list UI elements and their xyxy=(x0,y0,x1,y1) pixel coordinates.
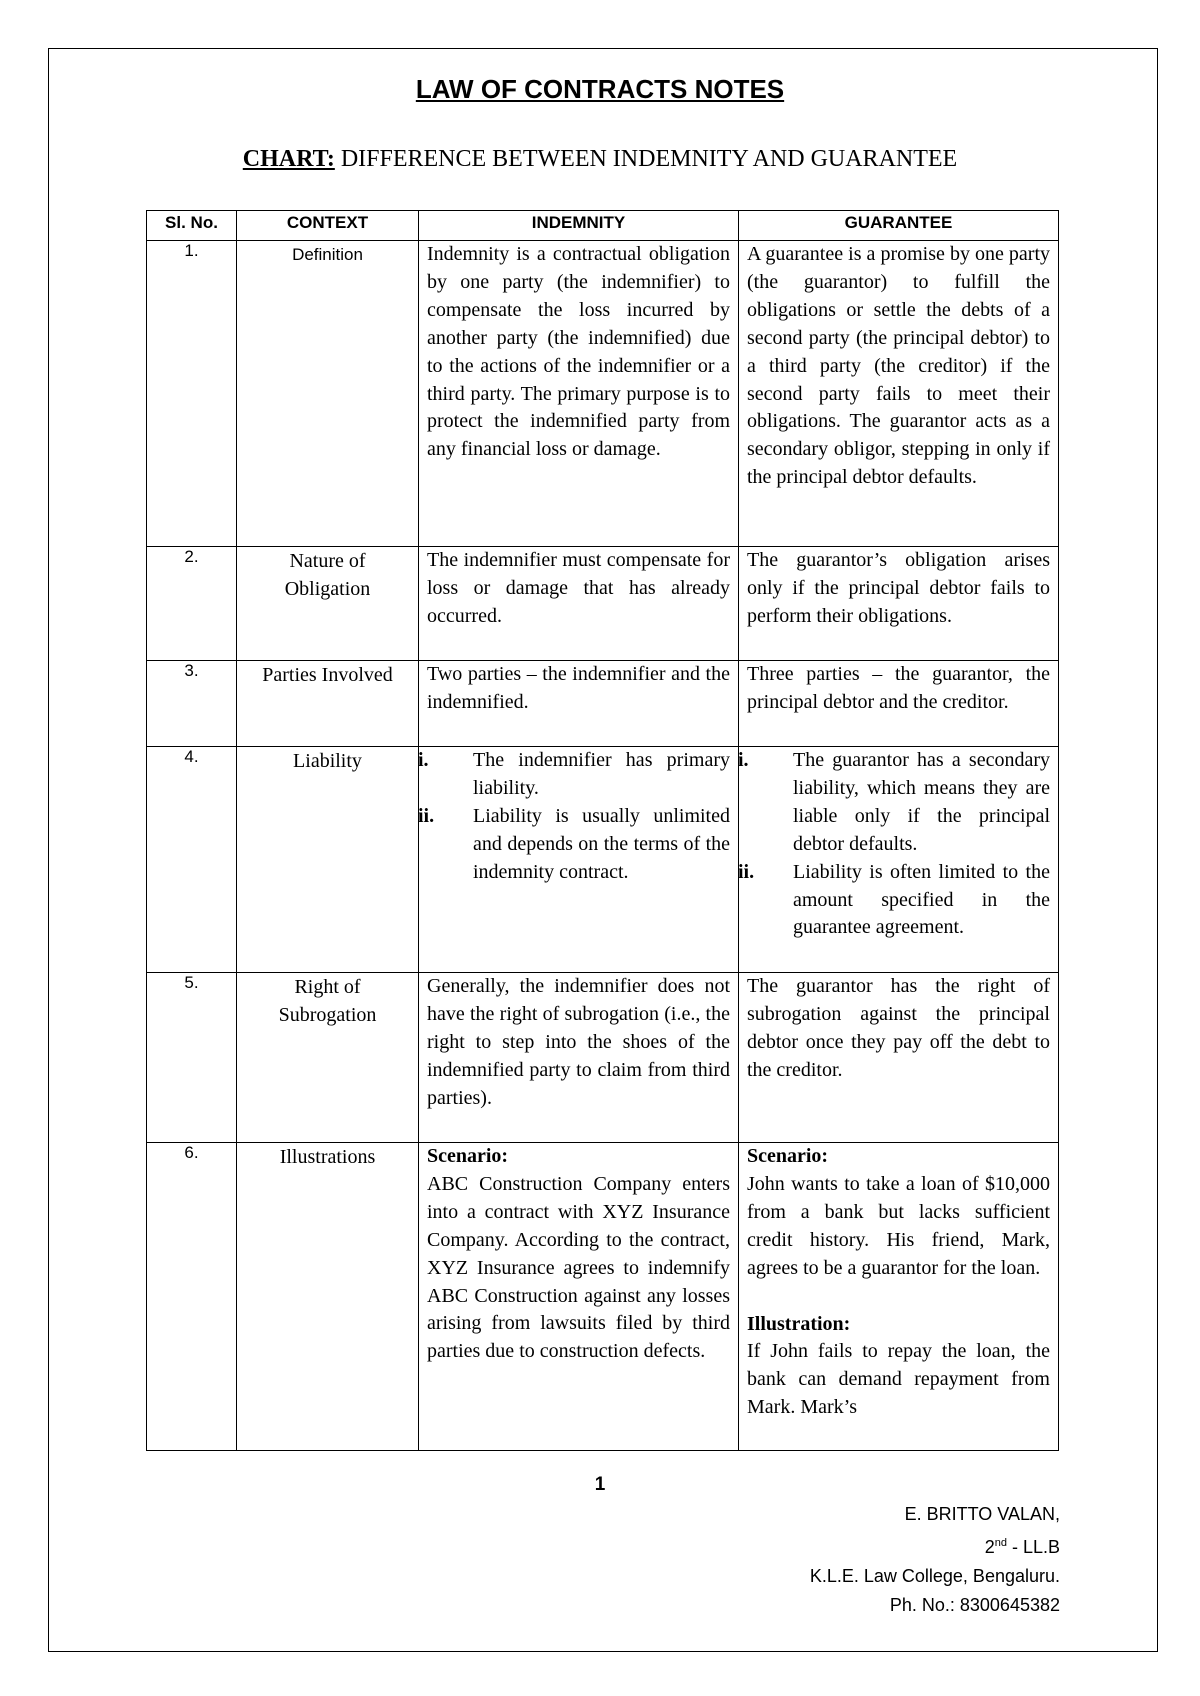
row-number: 3. xyxy=(147,661,237,747)
chart-title-lead: CHART: xyxy=(242,146,335,172)
guarantee-cell xyxy=(739,241,1059,547)
row-number: 6. xyxy=(147,1143,237,1451)
chart-title-text: DIFFERENCE BETWEEN INDEMNITY AND GUARANTEE xyxy=(334,146,958,172)
comparison-table xyxy=(146,210,1059,1451)
row-context: Definition xyxy=(237,241,419,547)
table-row xyxy=(147,547,1059,661)
guarantee-cell xyxy=(739,661,1059,747)
row-context: Right of Subrogation xyxy=(237,973,419,1143)
list-marker: ii. xyxy=(738,860,755,883)
table-row xyxy=(147,241,1059,547)
indemnity-cell xyxy=(419,747,739,973)
guarantee-text: The guarantor has the right of subrogation against the principal debtor once they pay off the debt to the creditor. xyxy=(747,975,1050,1081)
scenario-text: ABC Construction Company enters into a contract with XYZ Insurance Company. According to the contract, XYZ Insurance agrees to indemnify ABC Construction against any losses arising from lawsuits filed by third parties due to construction defects. xyxy=(427,1172,730,1363)
row-context: Liability xyxy=(237,747,419,973)
header-context: CONTEXT xyxy=(237,211,419,241)
table-row xyxy=(147,973,1059,1143)
illustration-label: Illustration: xyxy=(747,1312,851,1335)
row-context: Nature of Obligation xyxy=(237,547,419,661)
list-marker: i. xyxy=(418,749,429,771)
list-item xyxy=(738,859,1050,943)
author-college: K.L.E. Law College, Bengaluru. xyxy=(809,1566,1060,1586)
guarantee-text: The guarantor’s obligation arises only if the principal debtor fails to perform their obligations. xyxy=(747,549,1050,627)
header-indemnity: INDEMNITY xyxy=(419,211,739,241)
author-year: 2nd - LL.B xyxy=(984,1537,1060,1557)
row-context: Parties Involved xyxy=(237,661,419,747)
indemnity-liability-list xyxy=(418,747,730,887)
row-number: 2. xyxy=(147,547,237,661)
guarantee-liability-list xyxy=(738,747,1050,942)
indemnity-cell xyxy=(419,661,739,747)
scenario-text: John wants to take a loan of $10,000 from a bank but lacks sufficient credit history. His friend, Mark, agrees to be a guarantor for the loan. xyxy=(747,1172,1050,1279)
list-item-text: The guarantor has a secondary liability, which means they are liable only if the principal debtor defaults. xyxy=(793,749,1050,855)
indemnity-cell xyxy=(419,973,739,1143)
guarantee-text: Three parties – the guarantor, the principal debtor and the creditor. xyxy=(747,663,1050,713)
indemnity-cell xyxy=(419,1143,739,1451)
list-item-text: Liability is often limited to the amount specified in the guarantee agreement. xyxy=(793,860,1050,939)
list-item xyxy=(418,747,730,803)
list-item-text: Liability is usually unlimited and depends on the terms of the indemnity contract. xyxy=(473,804,730,883)
guarantee-text: A guarantee is a promise by one party (the guarantor) to fulfill the obligations or settle the debts of a second party (the principal debtor) to a third party (the creditor) if the second party fails to meet their obligations. The guarantor acts as a secondary obligor, stepping in only if the principal debtor defaults. xyxy=(747,243,1050,489)
indemnity-text: Two parties – the indemnifier and the indemnified. xyxy=(427,663,730,713)
header-guarantee: GUARANTEE xyxy=(739,211,1059,241)
scenario-label: Scenario: xyxy=(747,1145,829,1167)
guarantee-cell xyxy=(739,747,1059,973)
row-number: 4. xyxy=(147,747,237,973)
list-marker: i. xyxy=(738,749,749,771)
table-row xyxy=(147,747,1059,973)
list-item-text: The indemnifier has primary liability. xyxy=(473,749,730,799)
list-item xyxy=(418,803,730,887)
author-block xyxy=(810,1500,1060,1620)
list-item xyxy=(738,747,1050,859)
indemnity-text: Indemnity is a contractual obligation by one party (the indemnifier) to compensate the loss incurred by another party (the indemnified) due to the actions of the indemnifier or a third party. The primary purpose is to protect the indemnified party from any financial loss or damage. xyxy=(427,243,730,461)
page-number: 1 xyxy=(594,1474,606,1495)
guarantee-cell xyxy=(739,1143,1059,1451)
author-phone: Ph. No.: 8300645382 xyxy=(889,1595,1060,1615)
indemnity-text: The indemnifier must compensate for loss or damage that has already occurred. xyxy=(427,549,730,627)
table-row xyxy=(147,1143,1059,1451)
indemnity-cell xyxy=(419,241,739,547)
header-sl-no: Sl. No. xyxy=(147,211,237,241)
indemnity-cell xyxy=(419,547,739,661)
scenario-label: Scenario: xyxy=(427,1145,509,1167)
document-title: LAW OF CONTRACTS NOTES xyxy=(415,74,785,104)
row-number: 5. xyxy=(147,973,237,1143)
row-number: 1. xyxy=(147,241,237,547)
table-row xyxy=(147,661,1059,747)
list-marker: ii. xyxy=(418,804,435,827)
table-header-row xyxy=(147,211,1059,241)
illustration-text: If John fails to repay the loan, the bank can demand repayment from Mark. Mark’s xyxy=(747,1340,1050,1419)
guarantee-cell xyxy=(739,973,1059,1143)
guarantee-cell xyxy=(739,547,1059,661)
author-name: E. BRITTO VALAN, xyxy=(904,1504,1060,1524)
row-context: Illustrations xyxy=(237,1143,419,1451)
chart-title xyxy=(0,146,1200,173)
indemnity-text: Generally, the indemnifier does not have the right of subrogation (i.e., the right to step into the shoes of the indemnified party to claim from third parties). xyxy=(427,975,730,1109)
